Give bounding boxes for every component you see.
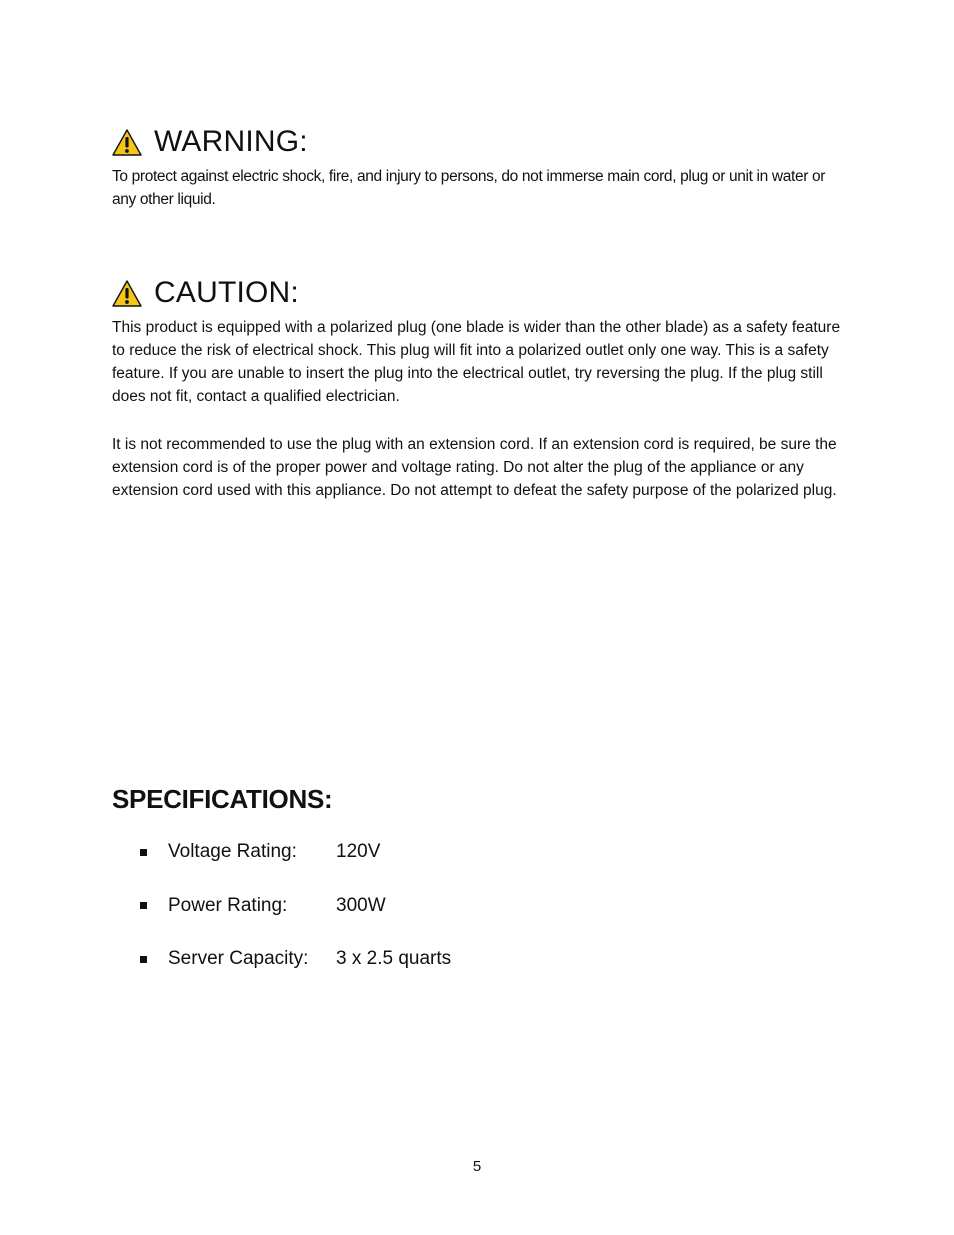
spec-label: Voltage Rating: bbox=[168, 841, 297, 862]
specifications-list bbox=[140, 838, 451, 999]
caution-title: CAUTION: bbox=[154, 276, 299, 309]
caution-section bbox=[112, 275, 842, 502]
specifications-title: SPECIFICATIONS: bbox=[112, 784, 333, 814]
square-bullet-icon bbox=[140, 956, 147, 963]
spec-label: Server Capacity: bbox=[168, 948, 309, 969]
spec-item-power bbox=[140, 892, 451, 920]
spec-label: Power Rating: bbox=[168, 894, 288, 916]
warning-triangle-icon bbox=[112, 280, 142, 307]
page-number: 5 bbox=[472, 1158, 482, 1175]
spec-item-voltage bbox=[140, 838, 451, 866]
warning-title: WARNING: bbox=[154, 125, 308, 158]
caution-heading bbox=[112, 275, 842, 311]
spec-value: 120V bbox=[336, 841, 381, 862]
warning-heading bbox=[112, 124, 842, 160]
warning-section bbox=[112, 124, 842, 211]
spec-value: 300W bbox=[336, 894, 386, 916]
square-bullet-icon bbox=[140, 902, 147, 909]
spec-item-capacity bbox=[140, 945, 451, 973]
caution-paragraph-2: It is not recommended to use the plug with an extension cord. If an extension cord is required, be sure the extension cord is of the proper power and voltage rating. Do not alter the plug of the appliance or any extension cord used with this appliance. Do not attempt to defeat the safety purpose of the polarized plug. bbox=[112, 436, 837, 499]
caution-paragraph-1: This product is equipped with a polarized plug (one blade is wider than the other blade) as a safety feature to reduce the risk of electrical shock. This plug will fit into a polarized outlet only one way. This is a safety feature. If you are unable to insert the plug into the electrical outlet, try reversing the plug. If the plug still does not fit, contact a qualified electrician. bbox=[112, 319, 841, 405]
square-bullet-icon bbox=[140, 849, 147, 856]
warning-triangle-icon bbox=[112, 129, 142, 156]
warning-text: To protect against electric shock, fire, and injury to persons, do not immerse main cord, plug or unit in water or any other liquid. bbox=[112, 168, 826, 208]
spec-value: 3 x 2.5 quarts bbox=[336, 948, 452, 969]
